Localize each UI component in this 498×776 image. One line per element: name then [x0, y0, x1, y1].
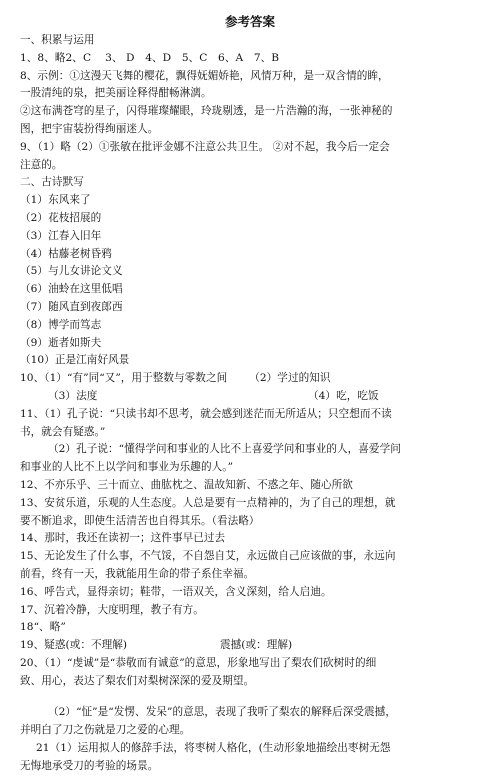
poem-line: （5）与儿女讲论文义 [20, 265, 123, 278]
poem-line: （2）花枝招展的 [20, 211, 102, 224]
answer-line: 1、8、略2、C 3、 D 4、D 5、C 6、A 7、B [20, 51, 280, 64]
spacer [20, 690, 480, 704]
q10-part2: （2）学过的知识 [249, 372, 331, 385]
answer-line: 图，把宇宙装扮得绚丽迷人。 [20, 122, 159, 135]
answer-line: 一股清纯的泉，把美丽诠释得酣畅淋漓。 [20, 87, 212, 100]
q10-part1: 10、（1）“有”同“又”，用于整数与零数之间 [20, 372, 228, 385]
answer-line: 14、那时，我还在读初一；这件事早已过去 [20, 532, 226, 545]
section-heading: 一、积累与运用 [20, 34, 95, 46]
answer-line: 15、无论发生了什么事，不气馁，不自怨自艾，永远做自己应该做的事，永远向 [20, 550, 396, 563]
poem-line: （9）逝者如斯夫 [20, 336, 102, 349]
answer-line: 和事业的人比不上以学问和事业为乐趣的人。” [20, 461, 234, 474]
answer-line: 18“、略” [20, 621, 66, 634]
poem-line: （8）博学而笃志 [20, 318, 102, 331]
answer-line: 20、（1）“虔诚”是“恭敬而有诚意”的意思，形象地写出了梨农们砍树时的细 [20, 656, 377, 669]
poem-line: （3）江春入旧年 [20, 229, 102, 242]
answer-line: 要不断追求，即使生活清苦也自得其乐。（看法略） [20, 514, 260, 527]
answer-line [20, 388, 480, 406]
q19-part1: 19、疑惑(或：不理解) [20, 639, 128, 652]
answer-line: 无悔地承受刀的考验的场景。 [20, 759, 159, 772]
answer-line: 8、示例：①这漫天飞舞的樱花，飘得妩媚娇艳，风情万种，是一双含情的眸， [20, 69, 389, 82]
answer-line: 注意的。 [20, 158, 63, 171]
poem-line: （1）东风来了 [20, 194, 91, 207]
answer-line: 21（1）运用拟人的修辞手法，将枣树人格化，(生动形象地描绘出枣树无怨 [36, 742, 391, 755]
q19-part2: 震撼(或：理解) [220, 639, 293, 652]
q10-part4: （4）吃，吃饭 [308, 389, 379, 402]
answer-line: 17、沉着冷静，大度明理，教子有方。 [20, 603, 204, 616]
answer-line: 13、安贫乐道，乐观的人生态度。人总是要有一点精神的，为了自己的理想，就 [20, 496, 396, 509]
answer-line: （2）“怔”是“发愣、发呆”的意思，表现了我听了梨农的解释后深受震撼， [48, 706, 396, 719]
answer-line [20, 637, 480, 655]
answer-line: 9、（1）略（2）①张敏在批评金娜不注意公共卫生。 ②对不起，我今后一定会 [20, 140, 390, 153]
answer-line: 书，就会有疑惑。” [20, 425, 106, 438]
answer-line: 16、呼告式，显得亲切；鞋带，一语双关，含义深刻，给人启迪。 [20, 585, 332, 598]
answer-line: 前看，终有一天，我就能用生命的带子系住幸福。 [20, 567, 255, 580]
poem-line: （4）枯藤老树昏鸦 [20, 247, 112, 260]
answer-line: 11、（1）孔子说：“只读书却不思考，就会感到迷茫而无所适从；只空想而不读 [20, 407, 392, 420]
section-heading: 二、古诗默写 [20, 176, 84, 189]
answer-line: （2）孔子说：“懂得学问和事业的人比不上喜爱学问和事业的人，喜爱学问 [48, 443, 401, 456]
poem-line: （7）随风直到夜郎西 [20, 300, 123, 313]
page-title: 参考答案 [224, 14, 275, 29]
answer-line: 并明白了刀之伤就是刀之爱的心理。 [20, 724, 191, 737]
answer-line [20, 370, 480, 388]
poem-line: （6）油蛉在这里低唱 [20, 283, 123, 296]
answer-line: 12、不亦乐乎、三十而立、曲肱枕之、温故知新、不惑之年、随心所欲 [20, 478, 353, 491]
q10-part3: （3）法度 [48, 389, 98, 402]
answer-line: 致、用心，表达了梨农们对梨树深深的爱及期望。 [20, 674, 255, 687]
answer-line: ②这布满苍穹的星子，闪得璀璨耀眼，玲珑剔透，是一片浩瀚的海，一张神秘的 [20, 105, 393, 118]
poem-line: （10）正是江南好风景 [20, 354, 130, 367]
